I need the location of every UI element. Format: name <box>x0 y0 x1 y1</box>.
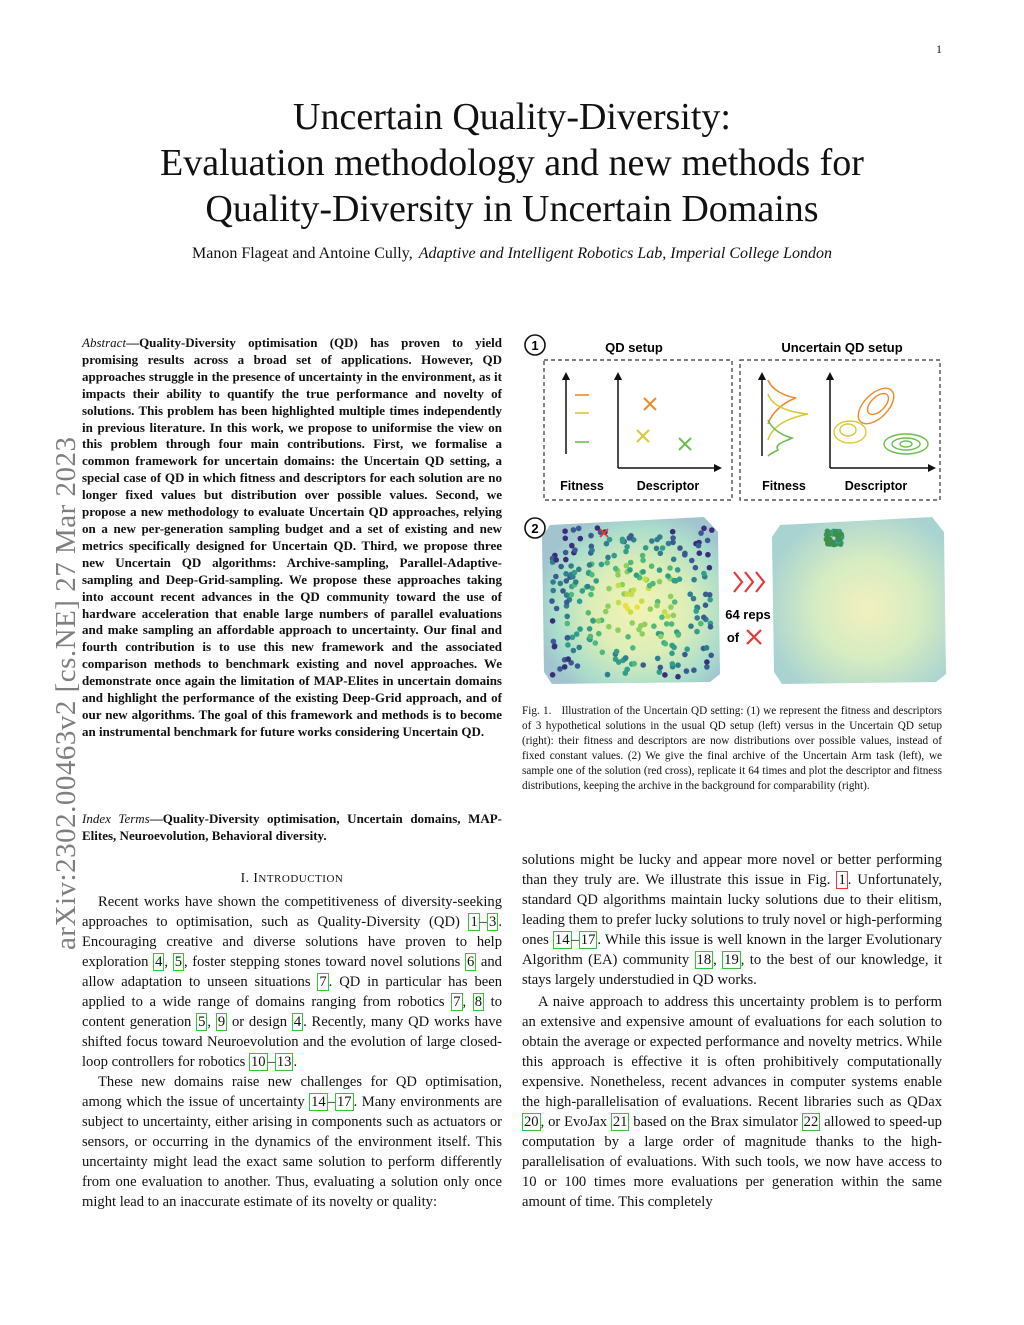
paragraph-text: Recent works have shown the competitiveness of diversity-seeking approaches to optimisation, such as Quality-Diversity (QD) <box>82 894 502 930</box>
abstract-text: Quality-Diversity optimisation (QD) has proven to yield promising results across a broad set of applications. However, QD approaches struggle in the presence of uncertainty in the environment, as it impacts their ability to quantify the true performance and novelty of solutions. This problem has been highlighted multiple times independently in previous literature. In this work, we propose to uniformise the view on this problem through four main contributions. First, we formalise a common framework for uncertain domains: the Uncertain QD setting, a special case of QD in which fitness and descriptors for each solution are no longer fixed values but distribution over possible values. Second, we propose a new methodology to evaluate Uncertain QD approaches, relying on a new per-generation sampling budget and a set of existing and new metrics specifically designed for Uncertain QD. Third, we propose three new Uncertain QD algorithms: Archive-sampling, Parallel-Adaptive-sampling and Deep-Grid-sampling. We propose these approaches taking into account recent advances in the QD community toward the use of hardware acceleration that enable large numbers of parallel evaluations and make sampling an affordable approach to uncertainty. Our final and fourth contribution is to use this new framework and the associated comparison methods to benchmark existing and novel approaches. We demonstrate once again the limitation of MAP-Elites in uncertain domains and highlight the performance of the existing Deep-Grid approach, and of our new algorithms. The goal of this framework and methods is to become an instrumental benchmark for future works considering Uncertain QD. <box>82 335 502 739</box>
archive-solution-dot <box>704 645 710 651</box>
archive-solution-dot <box>693 565 699 571</box>
archive-solution-dot <box>552 644 558 650</box>
archive-solution-dot <box>605 555 611 561</box>
archive-solution-dot <box>658 665 664 671</box>
archive-solution-dot <box>631 587 637 593</box>
descriptor-mark-green <box>679 438 691 450</box>
index-terms <box>82 811 502 845</box>
archive-solution-dot <box>564 614 570 620</box>
archive-solution-dot <box>595 525 601 531</box>
archive-solution-dot <box>675 567 681 573</box>
archive-solution-dot <box>691 667 697 673</box>
descriptor-dist-green-middle <box>892 438 920 450</box>
citation-link[interactable]: 21 <box>612 1114 628 1130</box>
archive-solution-dot <box>603 609 609 615</box>
archive-solution-dot <box>660 545 666 551</box>
archive-solution-dot <box>571 527 577 533</box>
archive-solution-dot <box>682 652 688 658</box>
archive-solution-dot <box>642 576 648 582</box>
right-column-body <box>522 850 942 1212</box>
of-label: of <box>726 630 740 645</box>
archive-solution-dot <box>553 574 559 580</box>
archive-solution-dot <box>669 651 675 657</box>
replication-arrows <box>734 572 764 592</box>
archive-solution-dot <box>650 581 656 587</box>
archive-solution-dot <box>701 526 707 532</box>
paragraph-text: , <box>462 994 473 1010</box>
archive-solution-dot <box>563 550 569 556</box>
archive-solution-dot <box>625 634 631 640</box>
archive-solution-dot <box>613 656 619 662</box>
archive-solution-dot <box>669 621 675 627</box>
paragraph-text: based on the Brax simulator <box>629 1114 802 1130</box>
archive-solution-dot <box>662 609 668 615</box>
panel-1-number: 1 <box>531 338 539 353</box>
archive-solution-dot <box>565 621 571 627</box>
archive-solution-dot <box>694 615 700 621</box>
archive-solution-dot <box>562 528 568 534</box>
archive-solution-dot <box>599 562 605 568</box>
panel-2-number: 2 <box>531 521 539 536</box>
archive-solution-dot <box>640 558 646 564</box>
paper-title <box>60 94 964 232</box>
archive-solution-dot <box>605 672 611 678</box>
archive-solution-dot <box>657 534 663 540</box>
descriptor-dist-green-inner <box>900 441 912 447</box>
archive-solution-dot <box>590 618 596 624</box>
index-terms-label: Index Terms <box>82 811 150 826</box>
archive-solution-dot <box>587 562 593 568</box>
archive-solution-dot <box>589 548 595 554</box>
archive-solution-dot <box>562 664 568 670</box>
archive-solution-dot <box>671 578 677 584</box>
replicated-solution-dot <box>826 540 831 545</box>
archive-solution-dot <box>615 627 621 633</box>
archive-solution-dot <box>571 648 577 654</box>
fitness-label: Fitness <box>560 479 604 493</box>
paragraph-text: . Many environments are subject to uncertainty, either arising in components such as actuators or sensors, or occurring in the dynamics of the environment itself. This uncertainty might lead the exact same solution to perform differently from one evaluation to another. Thus, evaluating a solution only once might lead to an inaccurate estimate of its novelty or quality: <box>82 1094 502 1210</box>
descriptor-marks <box>637 398 691 450</box>
archive-solution-dot <box>627 567 633 573</box>
archive-solution-dot <box>670 529 676 535</box>
page-number: 1 <box>936 42 942 56</box>
citation-link[interactable]: 7 <box>453 994 461 1010</box>
archive-solution-dot <box>663 641 669 647</box>
archive-solution-dot <box>688 623 694 629</box>
archive-solution-dot <box>640 569 646 575</box>
descriptor-x-arrow <box>714 464 722 472</box>
archive-solution-dot <box>563 557 569 563</box>
archive-solution-dot <box>623 549 629 555</box>
archive-solution-dot <box>698 621 704 627</box>
paragraph-text: – <box>267 1054 275 1070</box>
archive-solution-dot <box>668 604 674 610</box>
citation-link[interactable]: 17 <box>337 1094 352 1110</box>
archive-solution-dot <box>572 547 578 553</box>
archive-solution-dot <box>697 550 703 556</box>
archive-solution-dot <box>670 540 676 546</box>
archive-solution-dot <box>698 530 704 536</box>
archive-solution-dot <box>627 535 633 541</box>
arxiv-stamp: arXiv:2302.00463v2 [cs.NE] 27 Mar 2023 <box>50 436 82 950</box>
archive-solution-dot <box>568 563 574 569</box>
paragraph <box>522 992 942 1212</box>
archive-solution-dot <box>705 552 711 558</box>
archive-solution-dot <box>658 551 664 557</box>
archive-solution-dot <box>684 668 690 674</box>
paragraph-text: . QD in particular has been applied to a wide range of domains ranging from robotics <box>82 974 502 1010</box>
archive-solution-dot <box>620 537 626 543</box>
archive-solution-dot <box>665 573 671 579</box>
paragraph-text: . While this issue is well known in the larger Evolutionary Algorithm (EA) community <box>522 932 942 968</box>
paragraph-text: . Encouraging creative and diverse solutions have proven to help exploration <box>82 914 502 970</box>
replication-arrow-2 <box>745 572 753 592</box>
paragraph-text: . Recently, many QD works have shifted focus toward Neuroevolution and the evolution of large closed-loop controllers for robotics <box>82 1014 503 1070</box>
citation-link[interactable]: 5 <box>198 1014 206 1030</box>
archive-solution-dot <box>569 543 575 549</box>
reps-label: 64 reps <box>725 607 771 622</box>
paragraph-text: – <box>571 932 579 948</box>
archive-solution-dot <box>572 570 578 576</box>
title-line-2: Evaluation methodology and new methods for <box>160 142 864 184</box>
descriptor-dist-orange-inner <box>864 390 892 418</box>
archive-solution-dot <box>677 545 683 551</box>
archive-solution-dot <box>701 571 707 577</box>
archive-solution-dot <box>648 606 654 612</box>
archive-solution-dot <box>649 538 655 544</box>
abstract-label: Abstract <box>82 335 127 350</box>
archive-solution-dot <box>624 544 630 550</box>
citation-link[interactable]: 22 <box>803 1114 819 1130</box>
uncertain-fitness-label: Fitness <box>762 479 806 493</box>
index-terms-dash: — <box>149 811 163 826</box>
descriptor-y-arrow <box>614 372 622 380</box>
descriptor-distributions <box>834 382 928 454</box>
archive-solution-dot <box>657 567 663 573</box>
fitness-distributions <box>768 380 808 456</box>
paragraph <box>522 850 942 990</box>
citation-link[interactable]: 8 <box>474 994 483 1010</box>
replicated-solution-dot <box>833 529 838 534</box>
archive-solution-dot <box>580 588 586 594</box>
archive-solution-dot <box>558 564 564 570</box>
archive-solution-dot <box>596 618 602 624</box>
paragraph-text: . Unfortunately, standard QD algorithms maintain lucky solutions due to their elitism, leading them to prefer lucky solutions to truly novel or high-performing ones <box>522 872 942 948</box>
archive-solution-dot <box>553 557 559 563</box>
citation-link[interactable]: 10 <box>250 1054 266 1070</box>
paragraph <box>82 892 502 1072</box>
archive-solution-dot <box>694 629 700 635</box>
archive-solution-dot <box>616 583 622 589</box>
citation-link[interactable]: 7 <box>319 974 327 990</box>
archive-solution-dot <box>631 661 637 667</box>
uncertain-descriptor-y-arrow <box>826 372 834 380</box>
archive-solution-dot <box>576 645 582 651</box>
archive-solution-dot <box>585 584 591 590</box>
archive-solution-dot <box>705 538 711 544</box>
reps-cross-icon <box>747 630 761 644</box>
archive-solution-dot <box>613 566 619 572</box>
paragraph-text: solutions might be lucky and appear more novel or better performing than they truly are. We illustrate this issue in Fig. <box>522 852 942 888</box>
archive-solution-dot <box>558 581 564 587</box>
archive-solution-dot <box>672 599 678 605</box>
paragraph-text: – <box>479 914 488 930</box>
paragraph-text: or design <box>227 1014 292 1030</box>
archive-solution-dot <box>588 533 594 539</box>
archive-solution-dot <box>662 672 668 678</box>
archive-solution-dot <box>564 599 570 605</box>
paragraph-text: and allow adaptation to unseen situations <box>82 954 502 990</box>
archive-solution-dot <box>657 579 663 585</box>
archive-solution-dot <box>654 603 660 609</box>
title-line-1: Uncertain Quality-Diversity: <box>293 96 731 138</box>
archive-solution-dot <box>649 563 655 569</box>
citation-link[interactable]: 4 <box>293 1014 302 1030</box>
archive-solution-dot <box>606 624 612 630</box>
left-column-body <box>82 892 502 1212</box>
archive-solution-dot <box>658 634 664 640</box>
archive-solution-dot <box>596 631 602 637</box>
paragraph-text: allowed to speed-up computation by a large order of magnitude thanks to the high-parallelisation of evaluations. With such tools, we now have access to 10 or 100 times more evaluations per generation within the same amount of time. This completely <box>522 1114 942 1210</box>
archive-solution-dot <box>578 536 584 542</box>
citation-link[interactable]: 13 <box>276 1054 292 1070</box>
archive-solution-dot <box>593 640 599 646</box>
archive-solution-dot <box>577 599 583 605</box>
archive-solution-dot <box>625 606 631 612</box>
descriptor-mark-orange <box>644 398 656 410</box>
citation-link[interactable]: 14 <box>311 1094 326 1110</box>
uncertain-setup-title: Uncertain QD setup <box>781 340 903 355</box>
authors: Manon Flageat and Antoine Cully, <box>192 245 413 262</box>
paragraph-text: , to the best of our knowledge, it stays largely understudied in QD works. <box>522 952 943 988</box>
section-title-rest: NTRODUCTION <box>258 873 344 885</box>
citation-link[interactable]: 6 <box>466 954 475 970</box>
archive-solution-dot <box>643 545 649 551</box>
archive-solution-dot <box>624 667 630 673</box>
archive-solution-dot <box>640 553 646 559</box>
paragraph <box>82 1072 502 1212</box>
archive-solution-dot <box>550 579 556 585</box>
archive-solution-dot <box>550 672 556 678</box>
archive-solution-dot <box>671 557 677 563</box>
archive-solution-dot <box>575 663 581 669</box>
section-title: INTRODUCTION <box>253 870 344 885</box>
archive-solution-dot <box>703 602 709 608</box>
paragraph-text: to content generation <box>82 994 503 1030</box>
figure-reference-link[interactable]: 1 <box>838 872 846 888</box>
archive-solution-dot <box>671 613 677 619</box>
archive-solution-dot <box>657 669 663 675</box>
archive-solution-dot <box>623 655 629 661</box>
archive-solution-dot <box>634 572 640 578</box>
abstract <box>82 335 502 741</box>
caption-label: Fig. 1. <box>522 705 552 717</box>
archive-solution-dot <box>696 543 702 549</box>
fitness-axis-arrow <box>562 372 570 380</box>
archive-solution-dot <box>604 560 610 566</box>
archive-solution-dot <box>664 621 670 627</box>
archive-solution-dot <box>654 546 660 552</box>
citation-link[interactable]: 5 <box>174 954 182 970</box>
paragraph-text: , <box>207 1014 216 1030</box>
archive-solution-dot <box>577 626 583 632</box>
archive-solution-dot <box>659 614 665 620</box>
uncertain-descriptor-x-arrow <box>928 464 936 472</box>
citation-link[interactable]: 17 <box>580 932 596 948</box>
archive-solution-dot <box>630 645 636 651</box>
uncertain-fitness-arrow <box>758 372 766 380</box>
figure-1 <box>522 332 946 688</box>
panel-1-marker <box>525 335 545 355</box>
archive-solution-dot <box>606 586 612 592</box>
caption-text: Illustration of the Uncertain QD setting: (1) we represent the fitness and descriptors of 3 hypothetical solutions in the usual QD setup (left) versus in the Uncertain QD setup (right): their fitness and descriptors are now distributions over possible values, instead of fixed constant values. (2) We give the final archive of the Uncertain Arm task (left), we sample one of the solution (red cross), replicate it 64 times and plot the descriptor and fitness distributions, keeping the archive in the background for comparability (right). <box>522 705 942 792</box>
archive-solution-dot <box>554 606 560 612</box>
archive-solution-dot <box>704 664 710 670</box>
archive-solution-dot <box>615 572 621 578</box>
archive-solution-dot <box>550 618 556 624</box>
archive-solution-dot <box>708 624 714 630</box>
archive-solution-dot <box>709 527 715 533</box>
archive-solution-dot <box>565 656 571 662</box>
paragraph-text: A naive approach to address this uncertainty problem is to perform an extensive and expensive amount of evaluations for each solution to obtain the average or expected performance and novelty metrics. While this approach is effective it is often prohibitively computationally expensive. Nonetheless, recent advances in computer systems enable the high-parallelisation of evaluations. Recent libraries such as QDax <box>522 994 942 1110</box>
replicated-solution-dot <box>837 537 842 542</box>
archive-solution-dot <box>624 591 630 597</box>
citation-link[interactable]: 4 <box>155 954 163 970</box>
paragraph-text: – <box>327 1094 335 1110</box>
archive-solution-dot <box>565 635 571 641</box>
archive-solution-dot <box>593 578 599 584</box>
descriptor-mark-yellow <box>637 430 649 442</box>
qd-setup-title: QD setup <box>605 340 663 355</box>
section-number: I. <box>240 870 250 885</box>
archive-solution-dot <box>605 603 611 609</box>
archive-solution-dot <box>693 608 699 614</box>
section-heading <box>82 870 502 886</box>
archive-solution-dot <box>588 592 594 598</box>
citation-link[interactable]: 9 <box>217 1014 226 1030</box>
citation-link[interactable]: 14 <box>554 932 570 948</box>
descriptor-dist-yellow-inner <box>840 424 856 436</box>
archive-solution-dot <box>642 622 648 628</box>
archive-solution-dot <box>616 600 622 606</box>
archive-solution-dot <box>708 653 714 659</box>
archive-solution-dot <box>614 649 620 655</box>
archive-solution-dot <box>563 536 569 542</box>
arxiv-sidebar <box>12 350 82 950</box>
archive-solution-dot <box>589 572 595 578</box>
citation-link[interactable]: 19 <box>724 952 739 968</box>
archive-solution-dot <box>550 588 556 594</box>
archive-solution-dot <box>677 576 683 582</box>
archive-solution-dot <box>701 615 707 621</box>
replication-arrow-3 <box>756 572 764 592</box>
panel-2-marker <box>525 518 545 538</box>
archive-solution-dot <box>587 626 593 632</box>
archive-solution-dot <box>640 662 646 668</box>
archive-solution-dot <box>667 565 673 571</box>
archive-solution-dot <box>707 565 713 571</box>
citation-link[interactable]: 18 <box>696 952 712 968</box>
archive-solution-dot <box>668 594 674 600</box>
archive-solution-dot <box>604 541 610 547</box>
archive-solution-dot <box>565 642 571 648</box>
paragraph-text: , <box>164 954 173 970</box>
archive-solution-dot <box>687 591 693 597</box>
descriptor-label: Descriptor <box>636 479 700 493</box>
archive-solution-dot <box>588 634 594 640</box>
archive-solution-dot <box>636 627 642 633</box>
citation-link[interactable]: 1 <box>470 914 478 930</box>
archive-solution-dot <box>560 588 566 594</box>
figure-1-graphic <box>522 332 946 688</box>
archive-solution-dot <box>707 597 713 603</box>
figure-caption <box>522 704 942 794</box>
paragraph-text: , or EvoJax <box>540 1114 611 1130</box>
descriptor-dist-green-outer <box>884 434 928 454</box>
archive-solution-dot <box>600 650 606 656</box>
archive-solution-dot <box>704 659 710 665</box>
uncertain-descriptor-label: Descriptor <box>844 479 908 493</box>
archive-solution-dot <box>634 604 640 610</box>
citation-link[interactable]: 20 <box>524 1114 539 1130</box>
paragraph-text: . <box>293 1054 298 1070</box>
index-terms-text: Quality-Diversity optimisation, Uncertain domains, MAP-Elites, Neuroevolution, Behavioral diversity. <box>82 811 503 843</box>
archive-solution-dot <box>586 610 592 616</box>
archive-solution-dot <box>611 553 617 559</box>
archive-solution-dot <box>682 552 688 558</box>
archive-solution-dot <box>703 592 709 598</box>
archive-solution-dot <box>573 579 579 585</box>
archive-solution-dot <box>639 598 645 604</box>
archive-solution-dot <box>671 645 677 651</box>
archive-solution-dot <box>691 577 697 583</box>
archive-solution-dot <box>689 558 695 564</box>
author-line <box>60 245 964 263</box>
paragraph-text: , <box>713 952 723 968</box>
replicated-solution-dot <box>826 532 831 537</box>
paragraph-text: These new domains raise new challenges for QD optimisation, among which the issue of uncertainty <box>82 1074 502 1110</box>
archive-solution-dot <box>629 620 635 626</box>
title-line-3: Quality-Diversity in Uncertain Domains <box>205 188 819 230</box>
archive-solution-dot <box>576 526 582 532</box>
archive-solution-dot <box>651 623 657 629</box>
citation-link[interactable]: 3 <box>489 914 497 930</box>
archive-solution-dot <box>675 632 681 638</box>
archive-solution-dot <box>655 656 661 662</box>
archive-solution-dot <box>549 598 555 604</box>
archive-solution-dot <box>675 662 681 668</box>
replication-arrow-1 <box>734 572 742 592</box>
paragraph-text: , foster stepping stones toward novel solutions <box>184 954 465 970</box>
archive-solution-dot <box>675 674 681 680</box>
archive-background-right <box>772 517 946 684</box>
abstract-dash: — <box>126 335 140 350</box>
affiliation: Adaptive and Intelligent Robotics Lab, Imperial College London <box>418 245 832 262</box>
archive-solution-dot <box>670 661 676 667</box>
archive-solution-dot <box>684 646 690 652</box>
